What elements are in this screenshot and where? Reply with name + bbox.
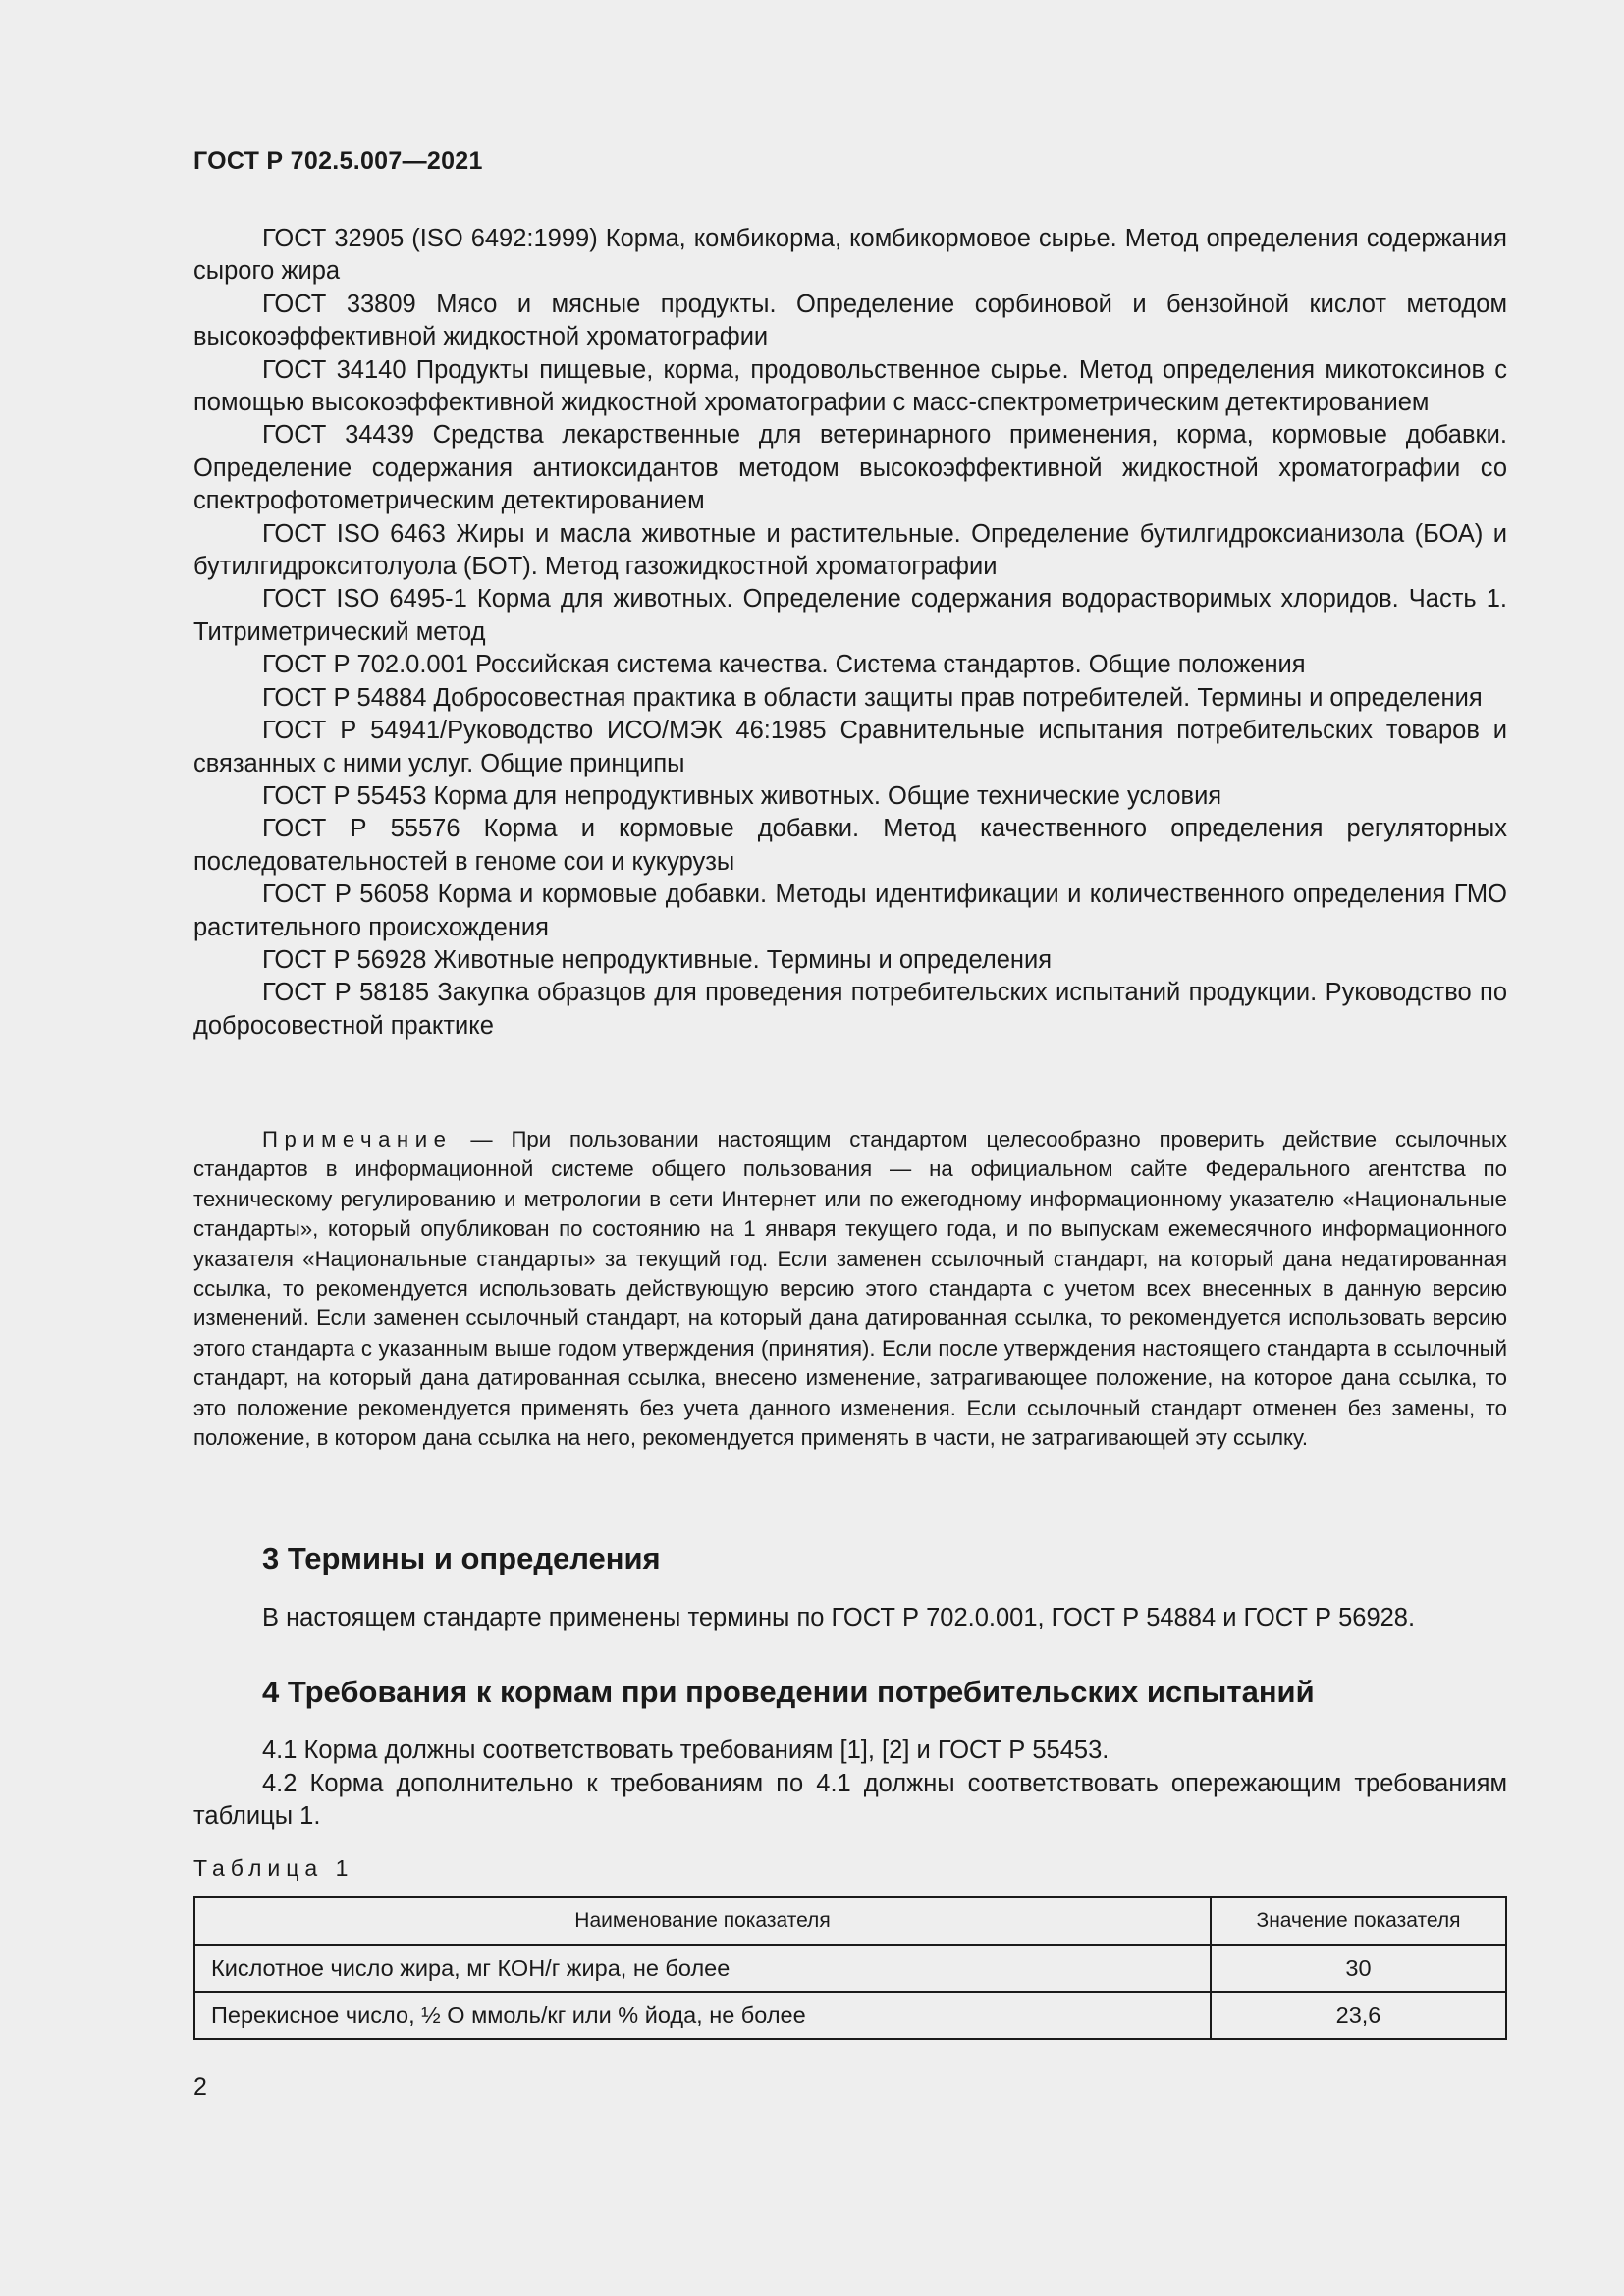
reference-item: ГОСТ Р 54884 Добросовестная практика в области защиты прав потребителей. Термины и определения <box>262 683 1483 712</box>
reference-item: ГОСТ 33809 Мясо и мясные продукты. Определение сорбиновой и бензойной кислот методом высокоэффективной жидкостной хроматографии <box>193 290 1507 351</box>
note-label: Примечание <box>262 1127 453 1151</box>
table-row <box>194 1992 1506 2039</box>
page-number: 2 <box>193 2073 207 2101</box>
normative-references-list <box>193 223 1507 1042</box>
reference-item: ГОСТ ISO 6463 Жиры и масла животные и растительные. Определение бутилгидроксианизола (БОА) и бутилгидрокситолуола (БОТ). Метод газожидкостной хроматографии <box>193 519 1507 581</box>
reference-item: ГОСТ Р 54941/Руководство ИСО/МЭК 46:1985 Сравнительные испытания потребительских товаров и связанных с ними услуг. Общие принципы <box>193 717 1507 777</box>
reference-item: ГОСТ Р 55576 Корма и кормовые добавки. Метод качественного определения регуляторных последовательностей в геноме сои и кукурузы <box>193 815 1507 876</box>
note-text: — При пользовании настоящим стандартом целесообразно проверить действие ссылочных стандартов в информационной системе общего пользования — на официальном сайте Федерального агентства по техническому регулированию и метрологии в сети Интернет или по ежегодному информационному указателю «Национальные стандарты», который опубликован по состоянию на 1 января текущего года, и по выпускам ежемесячного информационного указателя «Национальные стандарты» за текущий год. Если заменен ссылочный стандарт, на который дана недатированная ссылка, то рекомендуется использовать действующую версию этого стандарта с учетом всех внесенных в данную версию изменений. Если заменен ссылочный стандарт, на который дана датированная ссылка, то рекомендуется использовать версию этого стандарта с указанным выше годом утверждения (принятия). Если после утверждения настоящего стандарта в ссылочный стандарт, на который дана датированная ссылка, внесено изменение, затрагивающее положение, на которое дана ссылка, то это положение рекомендуется применять без учета данного изменения. Если ссылочный стандарт отменен без замены, то положение, в котором дана ссылка на него, рекомендуется применять в части, не затрагивающей эту ссылку. <box>193 1127 1507 1451</box>
reference-item: ГОСТ ISO 6495-1 Корма для животных. Определение содержания водорастворимых хлоридов. Часть 1. Титриметрический метод <box>193 585 1507 646</box>
table-caption: Таблица 1 <box>193 1855 354 1881</box>
value-cell: 30 <box>1211 1945 1506 1992</box>
section-4-title: 4 Требования к кормам при проведении потребительских испытаний <box>262 1675 1315 1709</box>
table-row <box>194 1945 1506 1992</box>
table-header-row <box>194 1897 1506 1945</box>
indicator-cell: Кислотное число жира, мг КОН/г жира, не более <box>194 1945 1211 1992</box>
reference-item: ГОСТ 32905 (ISO 6492:1999) Корма, комбикорма, комбикормовое сырье. Метод определения содержания сырого жира <box>193 225 1507 286</box>
section-4-paragraph-1: 4.1 Корма должны соответствовать требованиям [1], [2] и ГОСТ Р 55453. <box>262 1736 1110 1764</box>
requirements-table <box>193 1896 1507 2040</box>
section-3-title: 3 Термины и определения <box>262 1541 661 1575</box>
document-header: ГОСТ Р 702.5.007—2021 <box>193 147 483 175</box>
indicator-cell: Перекисное число, ½ O ммоль/кг или % йода, не более <box>194 1992 1211 2039</box>
column-header-indicator: Наименование показателя <box>194 1897 1211 1945</box>
reference-item: ГОСТ Р 56058 Корма и кормовые добавки. Методы идентификации и количественного определения ГМО растительного происхождения <box>193 881 1507 941</box>
references-note <box>193 1125 1507 1453</box>
reference-item: ГОСТ Р 58185 Закупка образцов для проведения потребительских испытаний продукции. Руководство по добросовестной практике <box>193 979 1507 1040</box>
section-4-paragraph-2: 4.2 Корма дополнительно к требованиям по 4.1 должны соответствовать опережающим требованиям таблицы 1. <box>193 1770 1507 1831</box>
reference-item: ГОСТ Р 55453 Корма для непродуктивных животных. Общие технические условия <box>262 781 1222 810</box>
reference-item: ГОСТ Р 56928 Животные непродуктивные. Термины и определения <box>262 945 1053 974</box>
reference-item: ГОСТ 34140 Продукты пищевые, корма, продовольственное сырье. Метод определения микотоксинов с помощью высокоэффективной жидкостной хроматографии с масс-спектрометрическим детектированием <box>193 355 1507 417</box>
section-3-text: В настоящем стандарте применены термины по ГОСТ Р 702.0.001, ГОСТ Р 54884 и ГОСТ Р 56928. <box>262 1604 1416 1631</box>
reference-item: ГОСТ Р 702.0.001 Российская система качества. Система стандартов. Общие положения <box>262 651 1306 679</box>
column-header-value: Значение показателя <box>1211 1897 1506 1945</box>
value-cell: 23,6 <box>1211 1992 1506 2039</box>
reference-item: ГОСТ 34439 Средства лекарственные для ветеринарного применения, корма, кормовые добавки. Определение содержания антиоксидантов методом высокоэффективной жидкостной хроматографии со спектрофотометрическим детектированием <box>193 421 1507 515</box>
